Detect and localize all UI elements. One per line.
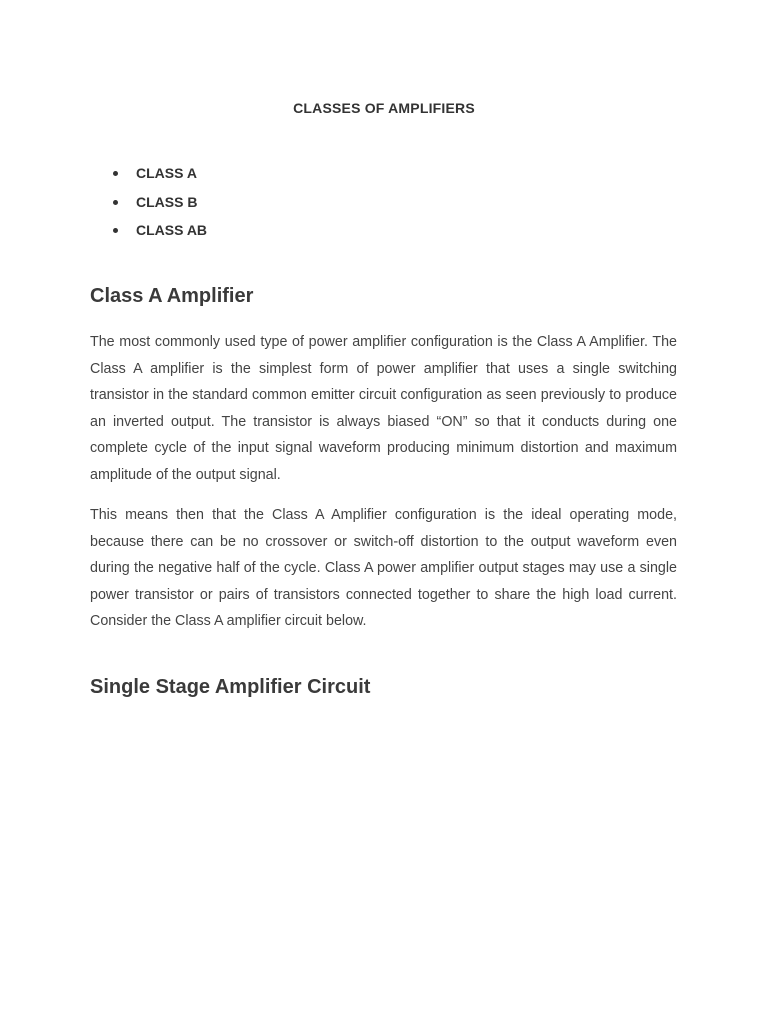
list-item bbox=[112, 192, 207, 221]
bullet-icon bbox=[113, 200, 118, 205]
bullet-icon bbox=[113, 228, 118, 233]
list-item-label: CLASS AB bbox=[136, 222, 208, 238]
list-item-label: CLASS A bbox=[136, 165, 197, 181]
amplifier-class-list bbox=[112, 163, 207, 249]
document-title: CLASSES OF AMPLIFIERS bbox=[293, 100, 475, 116]
list-item bbox=[112, 220, 207, 249]
paragraph: This means then that the Class A Amplifier configuration is the ideal operating mode, because there can be no crossover or switch-off distortion to the output waveform even during the negative half of the cycle. Class A power amplifier output stages may use a single power transistor or pairs of transistors connected together to share the high load current. Consider the Class A amplifier circuit below. bbox=[90, 507, 677, 630]
list-item bbox=[112, 163, 207, 192]
paragraph: The most commonly used type of power amplifier configuration is the Class A Amplifier. The Class A amplifier is the simplest form of power amplifier that uses a single switching transistor in the standard common emitter circuit configuration as seen previously to produce an inverted output. The transistor is always biased “ON” so that it conducts during one complete cycle of the input signal waveform producing minimum distortion and maximum amplitude of the output signal. bbox=[90, 334, 677, 483]
bullet-icon bbox=[113, 171, 118, 176]
section-heading-class-a: Class A Amplifier bbox=[90, 285, 254, 307]
list-item-label: CLASS B bbox=[136, 193, 198, 210]
section-heading-single-stage: Single Stage Amplifier Circuit bbox=[90, 676, 371, 698]
